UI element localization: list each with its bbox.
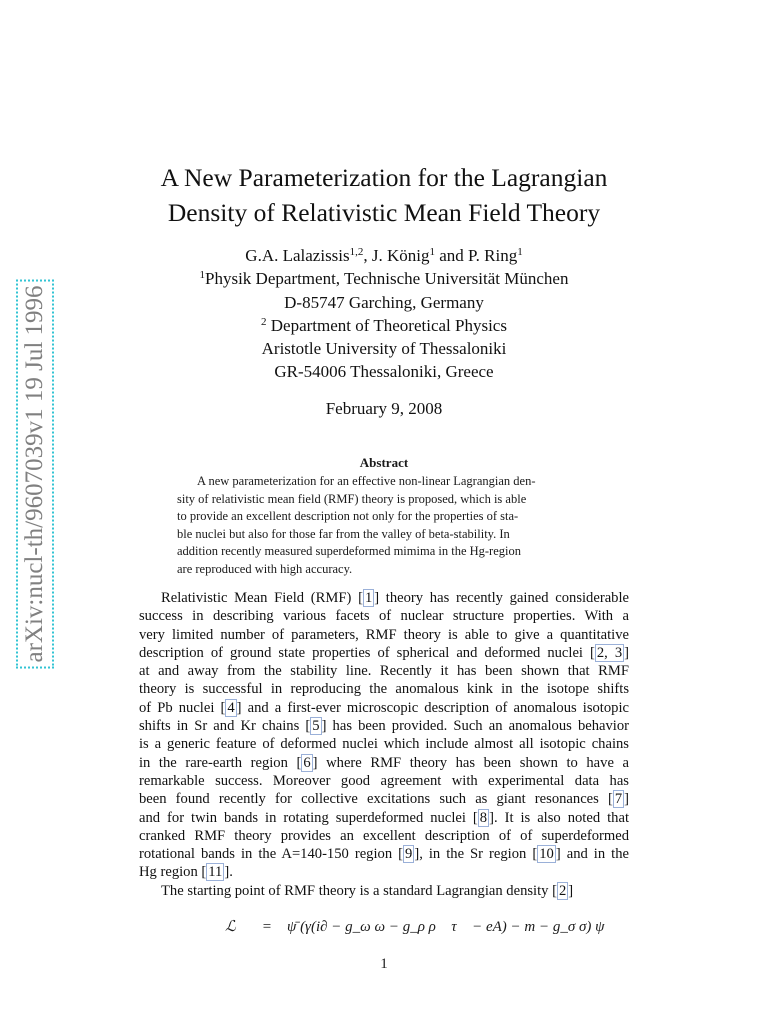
abstract-text [177,473,597,578]
body-line: rotational bands in the A=140-150 region [ 9 ], in the Sr region [ 10 ] and in the [139,846,629,863]
citation-link[interactable]: 9 [405,846,413,863]
body-text-span: description of ground state properties of spherical and deformed nuclei [139,644,590,661]
author-2-affiliation: 1 [429,246,436,258]
title-line-2: Density of Relativistic Mean Field Theory [167,198,601,227]
affiliation-2-name: Department of Theoretical Physics [266,315,507,335]
equation-equals: = [262,919,272,935]
body-text-span: where RMF theory has been shown to have a [317,754,629,771]
body-line: very limited number of parameters, RMF theory is able to give a quantitative [139,626,629,643]
abstract-line: are reproduced with high accuracy. [177,561,353,576]
affiliation-1-line-1 [120,267,648,290]
abstract-heading: Abstract [359,455,409,470]
body-line: The starting point of RMF theory is a standard Lagrangian density [ 2 ] [161,882,574,899]
author-block [120,244,648,384]
body-text-span: . [229,864,233,881]
author-3-affiliation: 1 [517,246,523,258]
body-text-span: Relativistic Mean Field (RMF) [161,590,359,606]
body-text-span: and a first-ever microscopic description of anomalous isotopic [241,699,629,716]
abstract-line: addition recently measured superdeformed mimima in the Hg-region [177,544,521,558]
paper-title [120,160,648,230]
body-line: success in describing various facets of nuclear structure properties. With a [139,608,629,625]
body-text-span: of Pb nuclei [139,699,221,716]
title-line-1: A New Parameterization for the Lagrangian [160,163,608,192]
body-line: at and away from the stability line. Recently it has been shown that RMF [139,663,629,680]
body-line: been found recently for collective excitations such as giant resonances [ 7 ] [139,791,629,808]
citation-link[interactable]: 4 [227,699,235,716]
body-text-span: and for twin bands in rotating superdeformed nuclei [139,809,473,826]
citation-link[interactable]: 8 [479,809,488,826]
body-line: cranked RMF theory provides an excellent description of of superdeformed [139,827,629,844]
body-line: of Pb nuclei [ 4 ] and a first-ever microscopic description of anomalous isotopic [139,699,629,716]
body-text-span: in the rare-earth region [139,754,297,771]
body-text [139,589,629,900]
paper-date: February 9, 2008 [325,399,443,418]
body-line: theory is successful in reproducing the anomalous kink in the isotope shifts [139,681,629,698]
affiliation-1-marker: 1 [199,269,206,282]
body-line: in the rare-earth region [ 6 ] where RMF theory has been shown to have a [139,754,629,771]
affiliation-2-marker: 2 [261,315,267,328]
citation-link[interactable]: 7 [614,791,623,808]
affiliation-2-line-3: GR-54006 Thessaloniki, Greece [274,362,494,382]
author-1-name: G.A. Lalazissis [245,246,350,265]
body-text-span: theory has recently gained considerable [379,590,629,606]
body-text-span: shifts in Sr and Kr chains [139,718,306,735]
arxiv-stamp-text[interactable]: arXiv:nucl-th/9607039v1 19 Jul 1996 [16,279,54,668]
citation-link[interactable]: 11 [208,864,223,881]
body-line: is a generic feature of deformed nuclei which include almost all isotopic chains [139,736,629,753]
affiliation-2-line-1 [120,314,648,337]
body-text-span: been found recently for collective excitations such as giant resonances [139,791,608,808]
author-line [120,244,648,267]
affiliation-1-name: Physik Department, Technische Universität München [205,269,569,289]
body-line: remarkable success. Moreover good agreement with experimental data has [139,772,629,789]
arxiv-stamp[interactable] [12,268,58,680]
body-text-span: has been provided. Such an anomalous behavior [326,718,629,735]
author-2-name: , J. König [363,246,430,265]
abstract-line: to provide an excellent description not only for the properties of sta- [177,509,519,523]
body-text-span: rotational bands in the A=140-150 region [139,846,399,863]
abstract-line: A new parameterization for an effective non-linear Lagrangian den- [197,474,536,488]
body-line: shifts in Sr and Kr chains [ 5 ] has been provided. Such an anomalous behavior [139,718,629,735]
body-line: Relativistic Mean Field (RMF) [ 1 ] theory has recently gained considerable [161,590,629,606]
citation-link[interactable]: 2, 3 [596,644,623,661]
citation-link[interactable]: 2 [559,882,567,899]
equation-lhs: ℒ [225,919,236,935]
body-text-span: , in the Sr region [419,846,533,863]
affiliation-1-line-2: D-85747 Garching, Germany [284,292,484,312]
abstract-line: sity of relativistic mean field (RMF) theory is proposed, which is able [177,491,527,506]
body-text-span: The starting point of RMF theory is a standard Lagrangian density [161,882,553,899]
body-line: and for twin bands in rotating superdeformed nuclei [ 8 ]. It is also noted that [139,809,629,826]
author-1-affiliation: 1,2 [349,246,364,258]
citation-link[interactable]: 6 [303,754,311,771]
citation-link[interactable]: 1 [364,590,373,606]
body-line: description of ground state properties of spherical and deformed nuclei [ 2, 3 ] [139,644,629,661]
citation-link[interactable]: 10 [539,846,554,863]
body-text-span: . It is also noted that [493,809,629,826]
author-3-name: and P. Ring [435,246,518,265]
citation-link[interactable]: 5 [312,718,320,735]
body-line: Hg region [ 11 ]. [139,864,233,881]
page-number: 1 [380,956,388,972]
body-text-span: and in the [560,846,629,863]
affiliation-2-line-2: Aristotle University of Thessaloniki [261,339,507,359]
lagrangian-equation [225,917,604,936]
equation-rhs: ψ̄ (γ(i∂ − g_ω ω − g_ρ ρ⃗ τ⃗ − eA) − m − g_σ σ) ψ [287,919,605,935]
body-text-span: Hg region [139,864,202,881]
abstract-line: ble nuclei but also for those far from the valley of beta-stability. In [177,526,510,541]
